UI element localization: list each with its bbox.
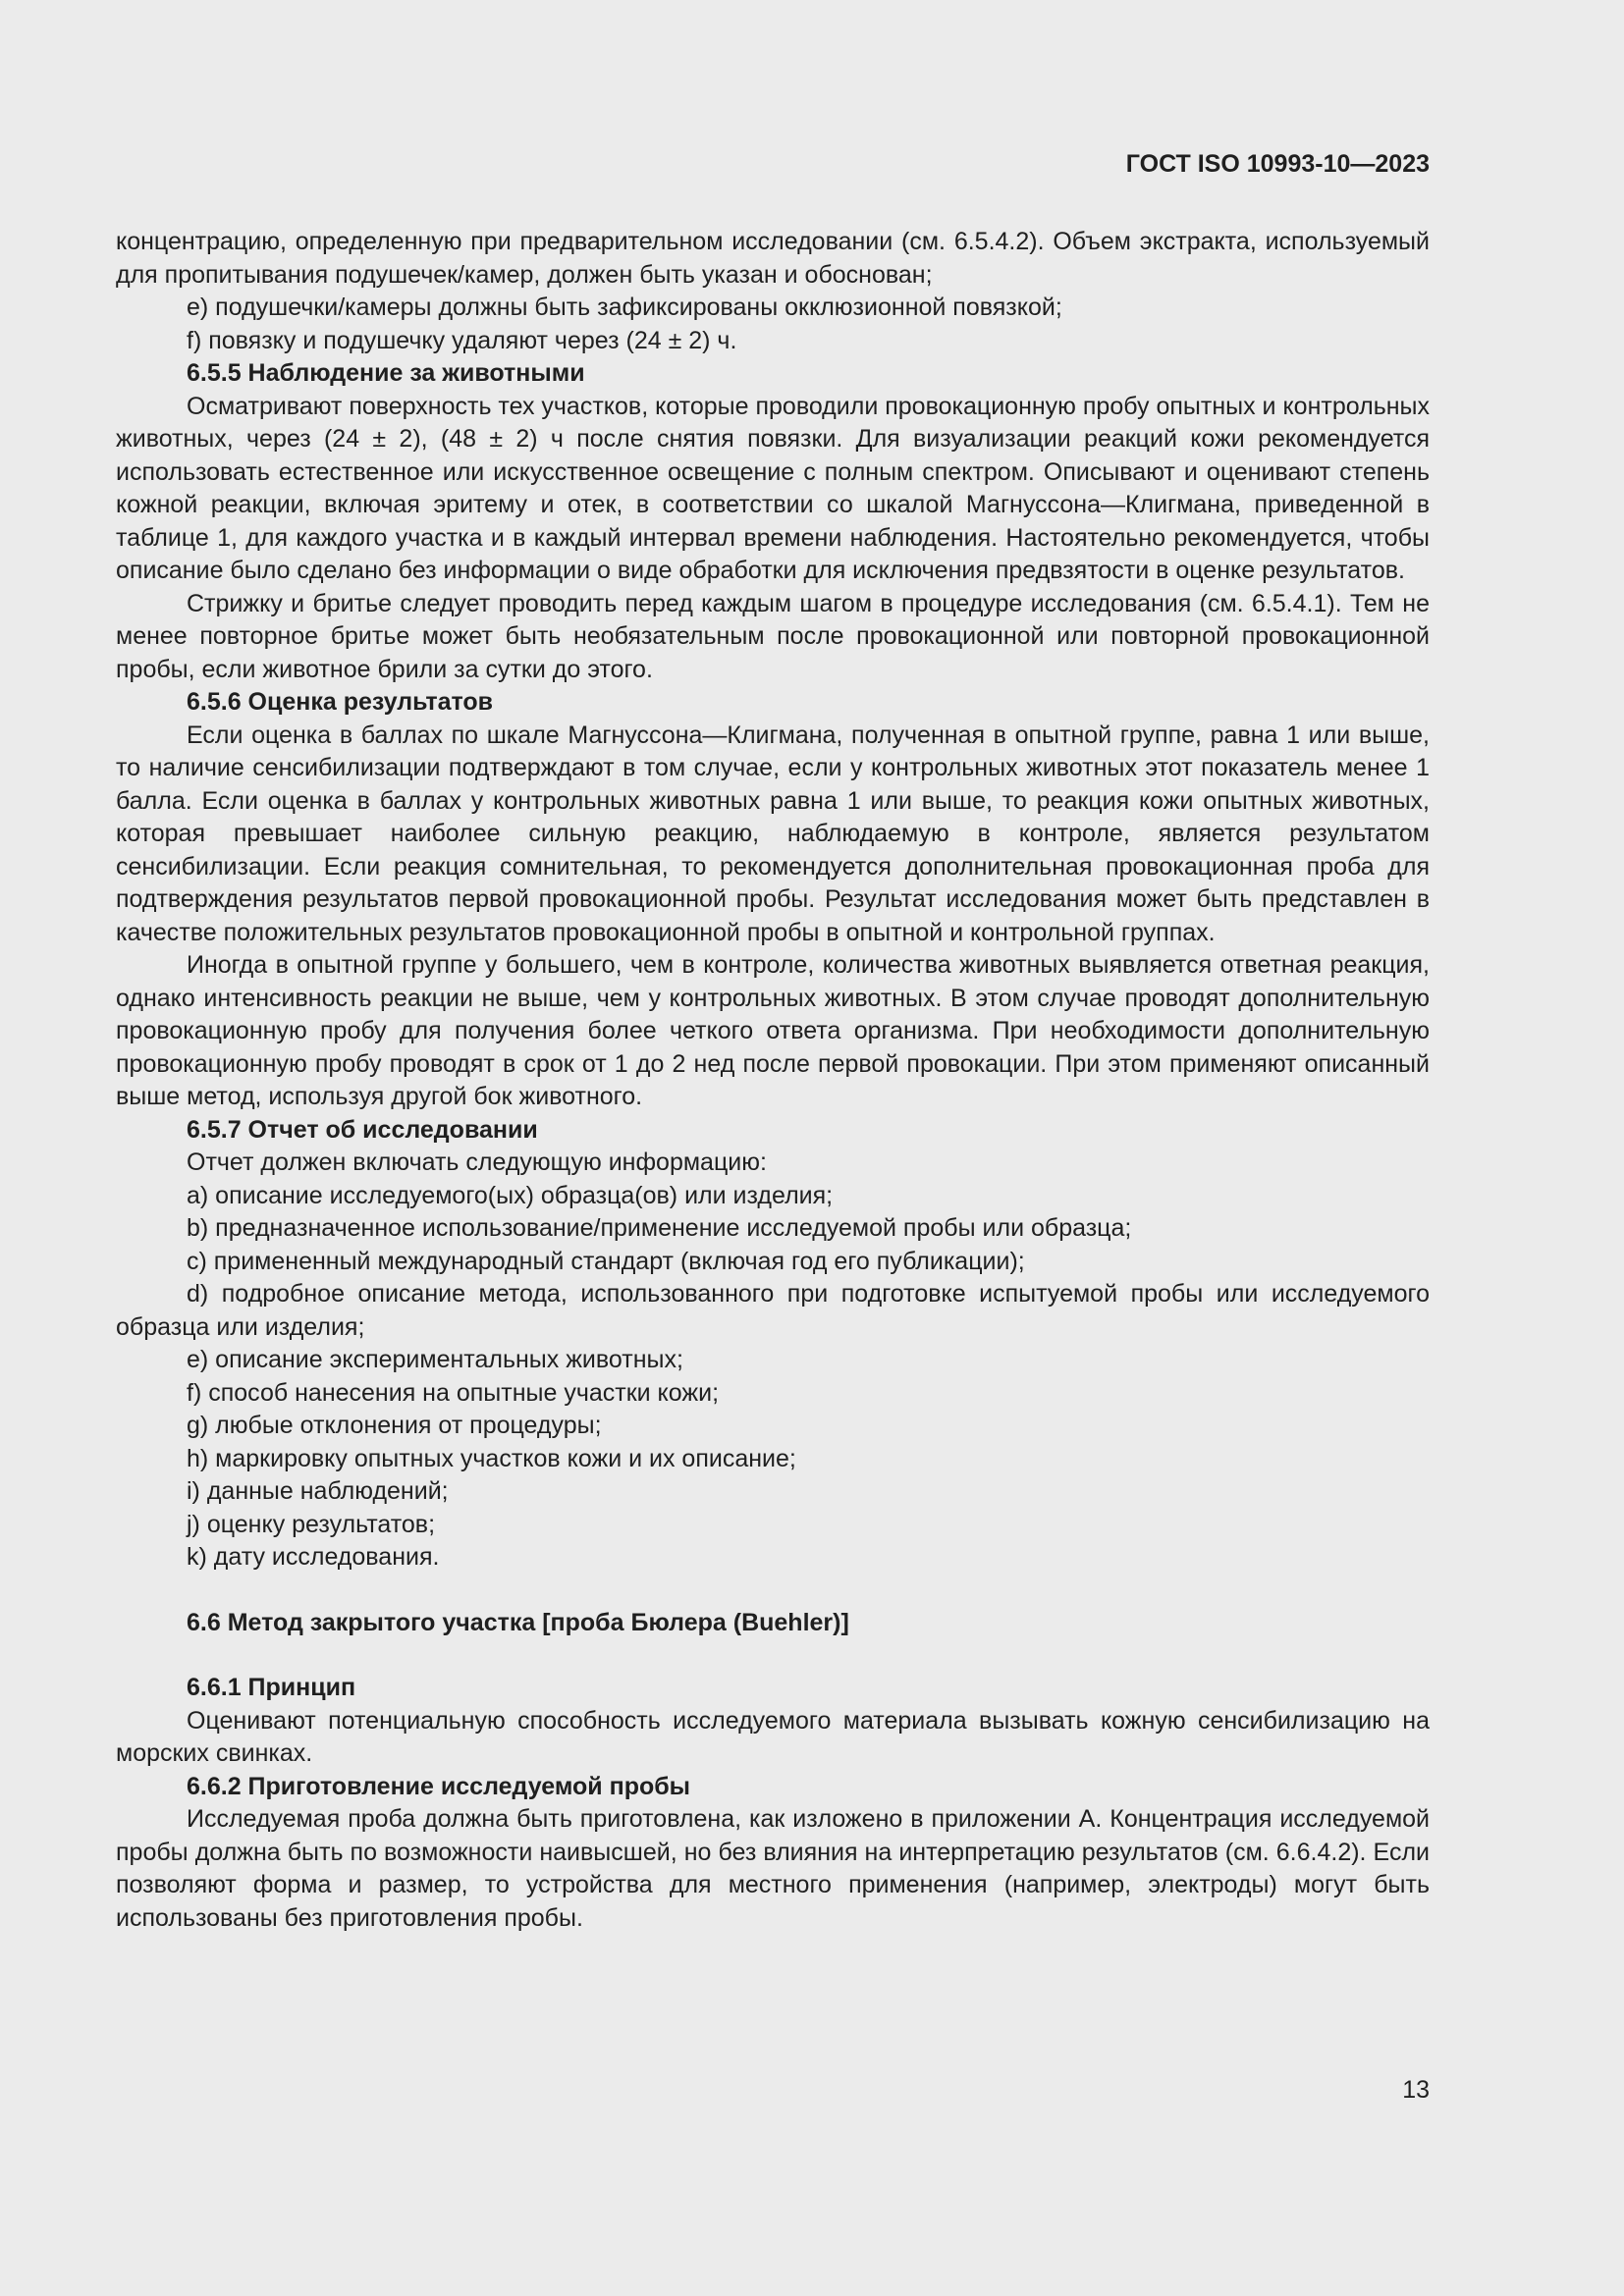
list-item: i) данные наблюдений; (187, 1477, 449, 1505)
list-item: d) подробное описание метода, использованного при подготовке испытуемой пробы или исследуемого образца или изделия; (116, 1280, 1430, 1341)
section-heading-6-5-5: 6.5.5 Наблюдение за животными (187, 359, 585, 387)
paragraph: Оценивают потенциальную способность исследуемого материала вызывать кожную сенсибилизацию на морских свинках. (116, 1706, 1430, 1767)
paragraph: Если оценка в баллах по шкале Магнуссона—Клигмана, полученная в опытной группе, равна 1 или выше, то наличие сенсибилизации подтверждают в том случае, если у контрольных животных этот показатель менее 1 балла. Если оценка в баллах у контрольных животных равна 1 или выше, то реакция кожи опытных животных, которая превышает наиболее сильную реакцию, наблюдаемую в контроле, является результатом сенсибилизации. Если реакция сомнительная, то рекомендуется дополнительная провокационная проба для подтверждения результатов первой провокационной пробы. Результат исследования может быть представлен в качестве положительных результатов провокационной пробы в опытной и контрольной группах. (116, 721, 1430, 946)
list-item: f) способ нанесения на опытные участки кожи; (187, 1378, 720, 1407)
list-item: a) описание исследуемого(ых) образца(ов) или изделия; (187, 1181, 834, 1209)
list-item: j) оценку результатов; (187, 1510, 436, 1538)
paragraph: Осматривают поверхность тех участков, которые проводили провокационную пробу опытных и контрольных животных, через (24 ± 2), (48 ± 2) ч после снятия повязки. Для визуализации реакций кожи рекомендуется использовать естественное или искусственное освещение с полным спектром. Описывают и оценивают степень кожной реакции, включая эритему и отек, в соответствии со шкалой Магнуссона—Клигмана, приведенной в таблице 1, для каждого участка и в каждый интервал времени наблюдения. Настоятельно рекомендуется, чтобы описание было сделано без информации о виде обработки для исключения предвзятости в оценке результатов. (116, 392, 1430, 584)
document-code-header: ГОСТ ISO 10993-10—2023 (1125, 150, 1430, 178)
page-number: 13 (1402, 2076, 1430, 2104)
paragraph: Исследуемая проба должна быть приготовлена, как изложено в приложении А. Концентрация исследуемой пробы должна быть по возможности наивысшей, но без влияния на интерпретацию результатов (см. 6.6.4.2). Если позволяют форма и размер, то устройства для местного применения (например, электроды) могут быть использованы без приготовления пробы. (116, 1805, 1430, 1932)
paragraph: Отчет должен включать следующую информацию: (187, 1148, 767, 1176)
section-heading-6-6-2: 6.6.2 Приготовление исследуемой пробы (187, 1772, 691, 1800)
section-heading-6-5-6: 6.5.6 Оценка результатов (187, 688, 494, 716)
paragraph: Иногда в опытной группе у большего, чем в контроле, количества животных выявляется ответная реакция, однако интенсивность реакции не выше, чем у контрольных животных. В этом случае проводят дополнительную провокационную пробу для получения более четкого ответа организма. При необходимости дополнительную провокационную пробу проводят в срок от 1 до 2 нед после первой провокации. При этом применяют описанный выше метод, используя другой бок животного. (116, 951, 1430, 1110)
list-item: e) описание экспериментальных животных; (187, 1346, 683, 1373)
paragraph: Стрижку и бритье следует проводить перед каждым шагом в процедуре исследования (см. 6.5.4.1). Тем не менее повторное бритье может быть необязательным после провокационной или повторной провокационной пробы, если животное брили за сутки до этого. (116, 589, 1430, 683)
section-heading-6-5-7: 6.5.7 Отчет об исследовании (187, 1115, 538, 1144)
list-item: g) любые отклонения от процедуры; (187, 1412, 602, 1439)
section-heading-6-6: 6.6 Метод закрытого участка [проба Бюлера (Buehler)] (187, 1608, 849, 1636)
list-item-f: f) повязку и подушечку удаляют через (24 ± 2) ч. (187, 326, 737, 354)
list-item-e: е) подушечки/камеры должны быть зафиксированы окклюзионной повязкой; (187, 294, 1062, 321)
section-heading-6-6-1: 6.6.1 Принцип (187, 1674, 356, 1701)
list-item: b) предназначенное использование/применение исследуемой пробы или образца; (187, 1214, 1132, 1242)
list-item: h) маркировку опытных участков кожи и их описание; (187, 1444, 796, 1472)
paragraph-continuation: концентрацию, определенную при предварительном исследовании (см. 6.5.4.2). Объем экстракта, используемый для пропитывания подушечек/камер, должен быть указан и обоснован; (116, 228, 1430, 289)
document-body (116, 226, 1430, 1935)
list-item: c) примененный международный стандарт (включая год его публикации); (187, 1247, 1025, 1275)
list-item: k) дату исследования. (187, 1543, 440, 1571)
